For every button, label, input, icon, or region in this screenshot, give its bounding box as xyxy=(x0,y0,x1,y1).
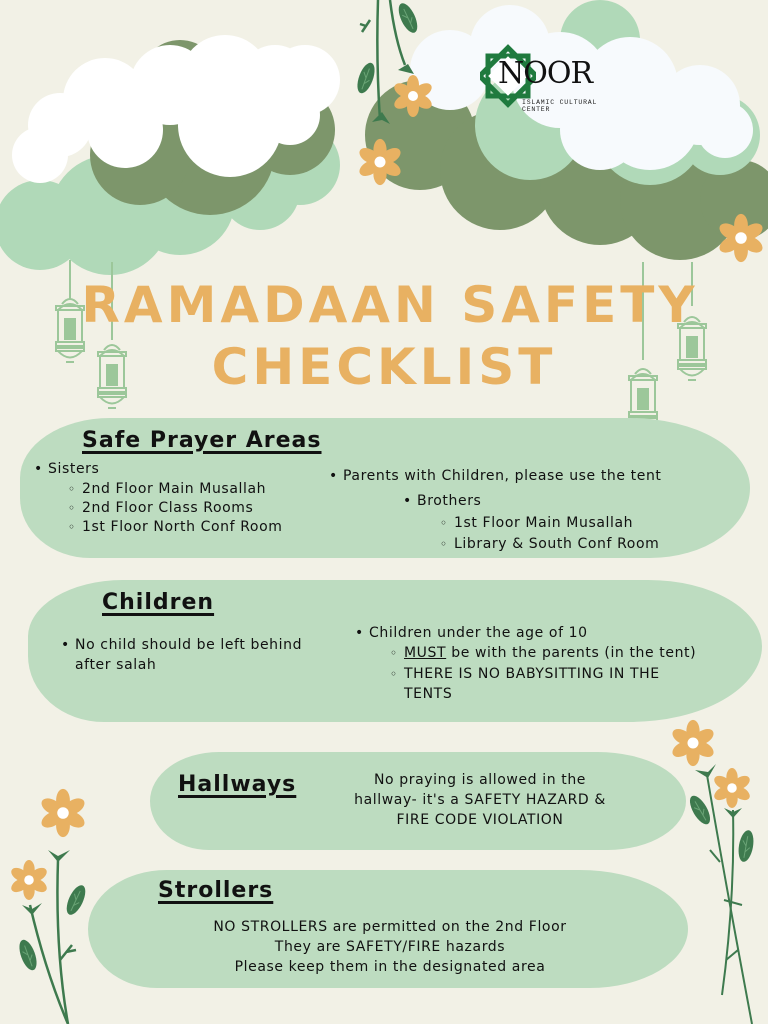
strollers-line3: Please keep them in the designated area xyxy=(234,959,546,975)
strollers-line2: They are SAFETY/FIRE hazards xyxy=(274,939,506,955)
strollers-text xyxy=(160,917,620,977)
parents-note: • Parents with Children, please use the tent xyxy=(343,466,662,486)
no-babysitting xyxy=(404,664,660,704)
brothers-item: ◦ 1st Floor Main Musallah xyxy=(454,513,633,533)
page-title-line2: CHECKLIST xyxy=(211,338,557,396)
hallways-line1: No praying is allowed in the xyxy=(373,772,587,788)
right-cloud xyxy=(365,0,768,260)
hallways-line3: FIRE CODE VIOLATION xyxy=(396,812,564,828)
prayer-areas-heading: Safe Prayer Areas xyxy=(82,428,322,453)
no-babysitting-line2: TENTS xyxy=(404,686,453,702)
left-cloud xyxy=(0,35,340,275)
children-left-line1: • No child should be left behind xyxy=(75,637,303,653)
must-with-parents xyxy=(404,643,696,663)
no-babysitting-line1: ◦ THERE IS NO BABYSITTING IN THE xyxy=(404,666,660,682)
logo xyxy=(480,44,630,113)
logo-wordmark: NOOR xyxy=(498,56,593,91)
hallways-line2: hallway- it's a SAFETY HAZARD & xyxy=(354,792,606,808)
sisters-item: ◦ 2nd Floor Class Rooms xyxy=(82,498,253,518)
brothers-label: • Brothers xyxy=(417,491,481,511)
brothers-item: ◦ Library & South Conf Room xyxy=(454,534,659,554)
hallways-text xyxy=(330,770,630,830)
children-right-bullet: • Children under the age of 10 xyxy=(369,623,588,643)
strollers-line1: NO STROLLERS are permitted on the 2nd Floor xyxy=(213,919,567,935)
children-left-bullet xyxy=(75,635,302,675)
logo-subtitle: ISLAMIC CULTURAL CENTER xyxy=(522,99,598,113)
children-heading: Children xyxy=(102,590,215,615)
sisters-item: ◦ 2nd Floor Main Musallah xyxy=(82,479,266,499)
sisters-label: • Sisters xyxy=(48,459,99,479)
must-emphasis: MUST xyxy=(404,645,447,661)
strollers-heading: Strollers xyxy=(158,878,274,903)
hallways-heading: Hallways xyxy=(178,772,297,797)
must-rest: be with the parents (in the tent) xyxy=(446,645,697,661)
page-title-line1: RAMADAAN SAFETY xyxy=(81,276,699,334)
children-left-line2: after salah xyxy=(75,657,157,673)
sisters-item: ◦ 1st Floor North Conf Room xyxy=(82,517,283,537)
